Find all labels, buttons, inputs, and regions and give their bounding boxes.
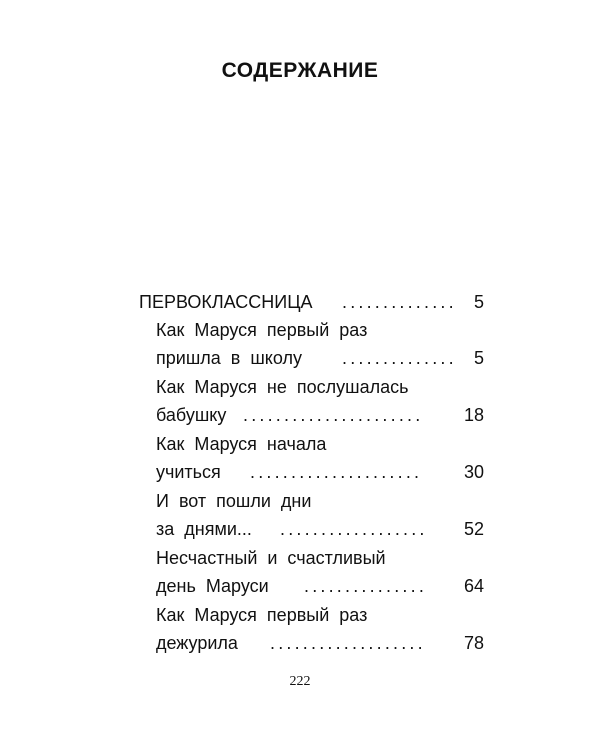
toc-dot-leader: ................... (270, 633, 426, 653)
toc-page-number: 64 (463, 576, 484, 596)
toc-entry-line2: за днями... (156, 519, 252, 539)
toc-dot-leader: .............. (342, 292, 457, 312)
toc-page-number: 52 (463, 519, 484, 539)
toc-entry-line2: день Маруси (156, 576, 269, 596)
toc-dot-leader: .................. (280, 519, 428, 539)
toc-entry-line2: бабушку (156, 405, 227, 425)
toc-entry-line1: И вот пошли дни (156, 491, 312, 511)
toc-section-title: ПЕРВОКЛАССНИЦА (139, 292, 313, 312)
toc-entry-line2: пришла в школу (156, 348, 302, 368)
toc-entry-line2: дежурила (156, 633, 238, 653)
toc-entry-line1: Как Маруся не послушалась (156, 377, 409, 397)
toc-dot-leader: .............. (342, 348, 457, 368)
toc-dot-leader: ..................... (250, 462, 423, 482)
page-number: 222 (289, 674, 311, 689)
toc-entry-line1: Как Маруся первый раз (156, 605, 368, 625)
toc-entry-line1: Как Маруся начала (156, 434, 327, 454)
toc-page-number: 78 (463, 633, 484, 653)
page-title: СОДЕРЖАНИЕ (221, 59, 379, 82)
toc-dot-leader: ...................... (243, 405, 424, 425)
toc-page-number: 18 (463, 405, 484, 425)
toc-entry-line1: Несчастный и счастливый (156, 548, 386, 568)
toc-entry-line1: Как Маруся первый раз (156, 320, 368, 340)
toc-entry-line2: учиться (156, 462, 221, 482)
toc-dot-leader: ............... (304, 576, 428, 596)
toc-page-number: 5 (473, 292, 484, 312)
toc-page-number: 30 (463, 462, 484, 482)
toc-page-number: 5 (473, 348, 484, 368)
